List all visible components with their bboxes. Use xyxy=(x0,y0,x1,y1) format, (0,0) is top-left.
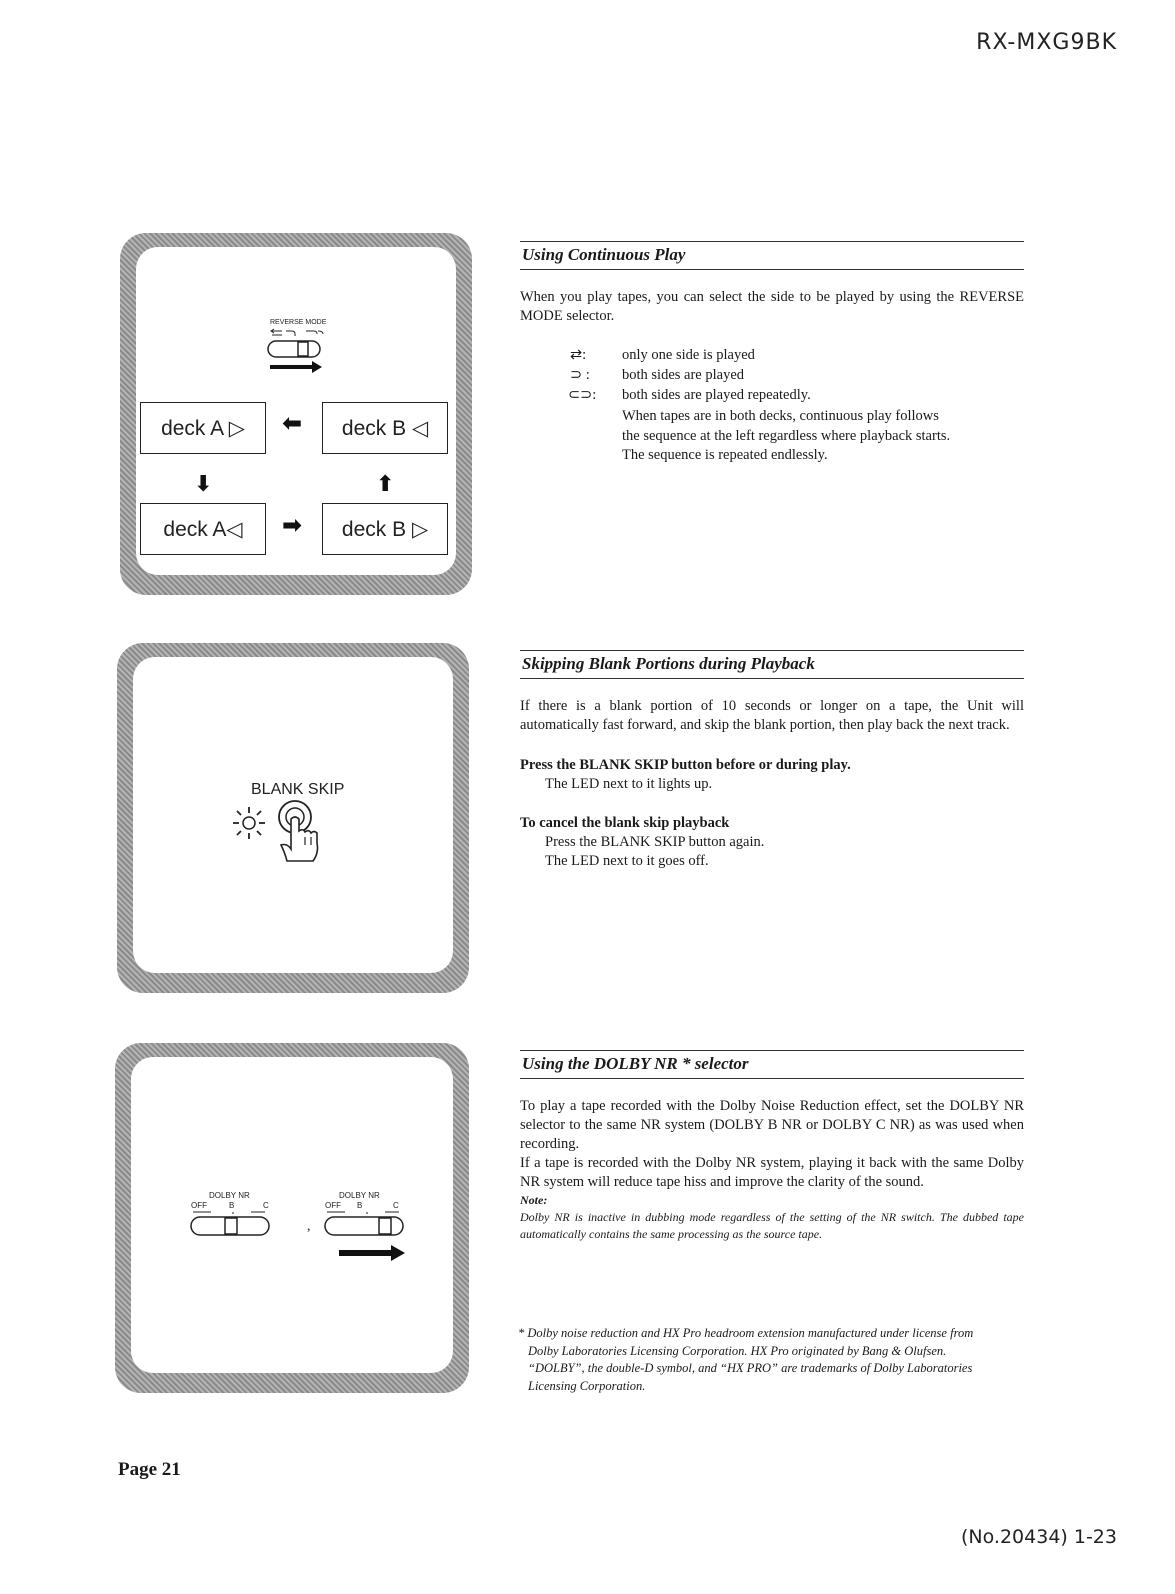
mode-symbol-one-side: ⇄: xyxy=(570,347,587,363)
blank-skip-step-heading: Press the BLANK SKIP button before or during play. xyxy=(520,757,851,773)
dolby-nr-left-off: OFF xyxy=(191,1201,207,1210)
dolby-nr-left-label: DOLBY NR xyxy=(209,1191,250,1200)
deck-a-reverse-box: deck A◁ xyxy=(140,503,266,555)
mode-text-repeat: both sides are played repeatedly. xyxy=(622,387,811,403)
mode-text-both-sides: both sides are played xyxy=(622,367,745,383)
dolby-nr-right-b: B xyxy=(357,1201,363,1210)
separator-comma: , xyxy=(307,1219,311,1234)
arrow-right-icon: ➡ xyxy=(282,511,303,539)
reverse-mode-switch-icon xyxy=(264,327,344,377)
document-number: (No.20434) 1-23 xyxy=(961,1526,1117,1548)
blank-skip-step-text: The LED next to it lights up. xyxy=(545,776,713,792)
model-number: RX-MXG9BK xyxy=(976,30,1117,55)
footnote-line4: Licensing Corporation. xyxy=(528,1378,646,1393)
blank-skip-label: BLANK SKIP xyxy=(251,781,345,798)
footnote-line1: * Dolby noise reduction and HX Pro headroom extension manufactured under license from xyxy=(518,1326,974,1340)
blank-skip-section xyxy=(520,650,1024,871)
continuous-note-line3: The sequence is repeated endlessly. xyxy=(622,447,828,463)
footnote-line2: Dolby Laboratories Licensing Corporation. HX Pro originated by Bang & Olufsen. xyxy=(528,1343,947,1358)
dolby-note-label: Note: xyxy=(520,1193,548,1207)
arrow-up-icon: ⬆ xyxy=(376,472,395,497)
continuous-play-intro: When you play tapes, you can select the side to be played by using the REVERSE MODE selector. xyxy=(520,289,1024,324)
dolby-para2: If a tape is recorded with the Dolby NR system, playing it back with the same Dolby NR system will reduce tape hiss and improve the clarity of the sound. xyxy=(520,1155,1024,1190)
blank-skip-title: Skipping Blank Portions during Playback xyxy=(520,651,1024,679)
mode-symbol-repeat: ⊂⊃: xyxy=(568,387,597,403)
arrow-left-icon: ⬅ xyxy=(282,409,303,437)
blank-skip-figure xyxy=(117,643,469,993)
page-number: Page 21 xyxy=(118,1459,181,1480)
led-light-icon xyxy=(229,803,269,843)
dolby-nr-right-label: DOLBY NR xyxy=(339,1191,380,1200)
dolby-nr-right-off: OFF xyxy=(325,1201,341,1210)
blank-skip-cancel-heading: To cancel the blank skip playback xyxy=(520,815,730,831)
dolby-footnote xyxy=(518,1325,1026,1395)
deck-b-forward-box: deck B ▷ xyxy=(322,503,448,555)
footnote-line3: “DOLBY”, the double-D symbol, and “HX PRO” are trademarks of Dolby Laboratories xyxy=(528,1361,973,1375)
dolby-switch-left-icon xyxy=(187,1209,277,1239)
dolby-para1: To play a tape recorded with the Dolby Noise Reduction effect, set the DOLBY NR selector to the same NR system (DOLBY B NR or DOLBY C NR) as was used when recording. xyxy=(520,1098,1024,1152)
dolby-note-text: Dolby NR is inactive in dubbing mode regardless of the setting of the NR switch. The dubbed tape automatically contains the same processing as the source tape. xyxy=(520,1210,1024,1241)
dolby-title: Using the DOLBY NR * selector xyxy=(520,1051,1024,1079)
dolby-nr-left-c: C xyxy=(263,1201,269,1210)
continuous-play-section xyxy=(520,241,1024,326)
reverse-mode-label: REVERSE MODE xyxy=(270,319,327,326)
dolby-switch-right-icon xyxy=(321,1209,411,1269)
pressing-hand-icon xyxy=(271,797,331,877)
deck-a-forward-box: deck A ▷ xyxy=(140,402,266,454)
continuous-play-figure xyxy=(120,233,472,595)
dolby-nr-left-b: B xyxy=(229,1201,235,1210)
dolby-nr-figure xyxy=(115,1043,469,1393)
dolby-section xyxy=(520,1050,1024,1243)
arrow-down-icon: ⬇ xyxy=(194,472,213,497)
blank-skip-cancel-text2: The LED next to it goes off. xyxy=(545,853,709,869)
continuous-note-line1: When tapes are in both decks, continuous play follows xyxy=(622,408,939,424)
continuous-play-title: Using Continuous Play xyxy=(520,242,1024,270)
deck-b-reverse-box: deck B ◁ xyxy=(322,402,448,454)
continuous-note-line2: the sequence at the left regardless where playback starts. xyxy=(622,428,951,444)
mode-text-one-side: only one side is played xyxy=(622,347,755,363)
blank-skip-cancel-text1: Press the BLANK SKIP button again. xyxy=(545,834,765,850)
dolby-nr-right-c: C xyxy=(393,1201,399,1210)
mode-symbol-both-sides: ⊃ : xyxy=(570,367,590,383)
blank-skip-intro: If there is a blank portion of 10 seconds or longer on a tape, the Unit will automatically fast forward, and skip the blank portion, then play back the next track. xyxy=(520,698,1024,733)
